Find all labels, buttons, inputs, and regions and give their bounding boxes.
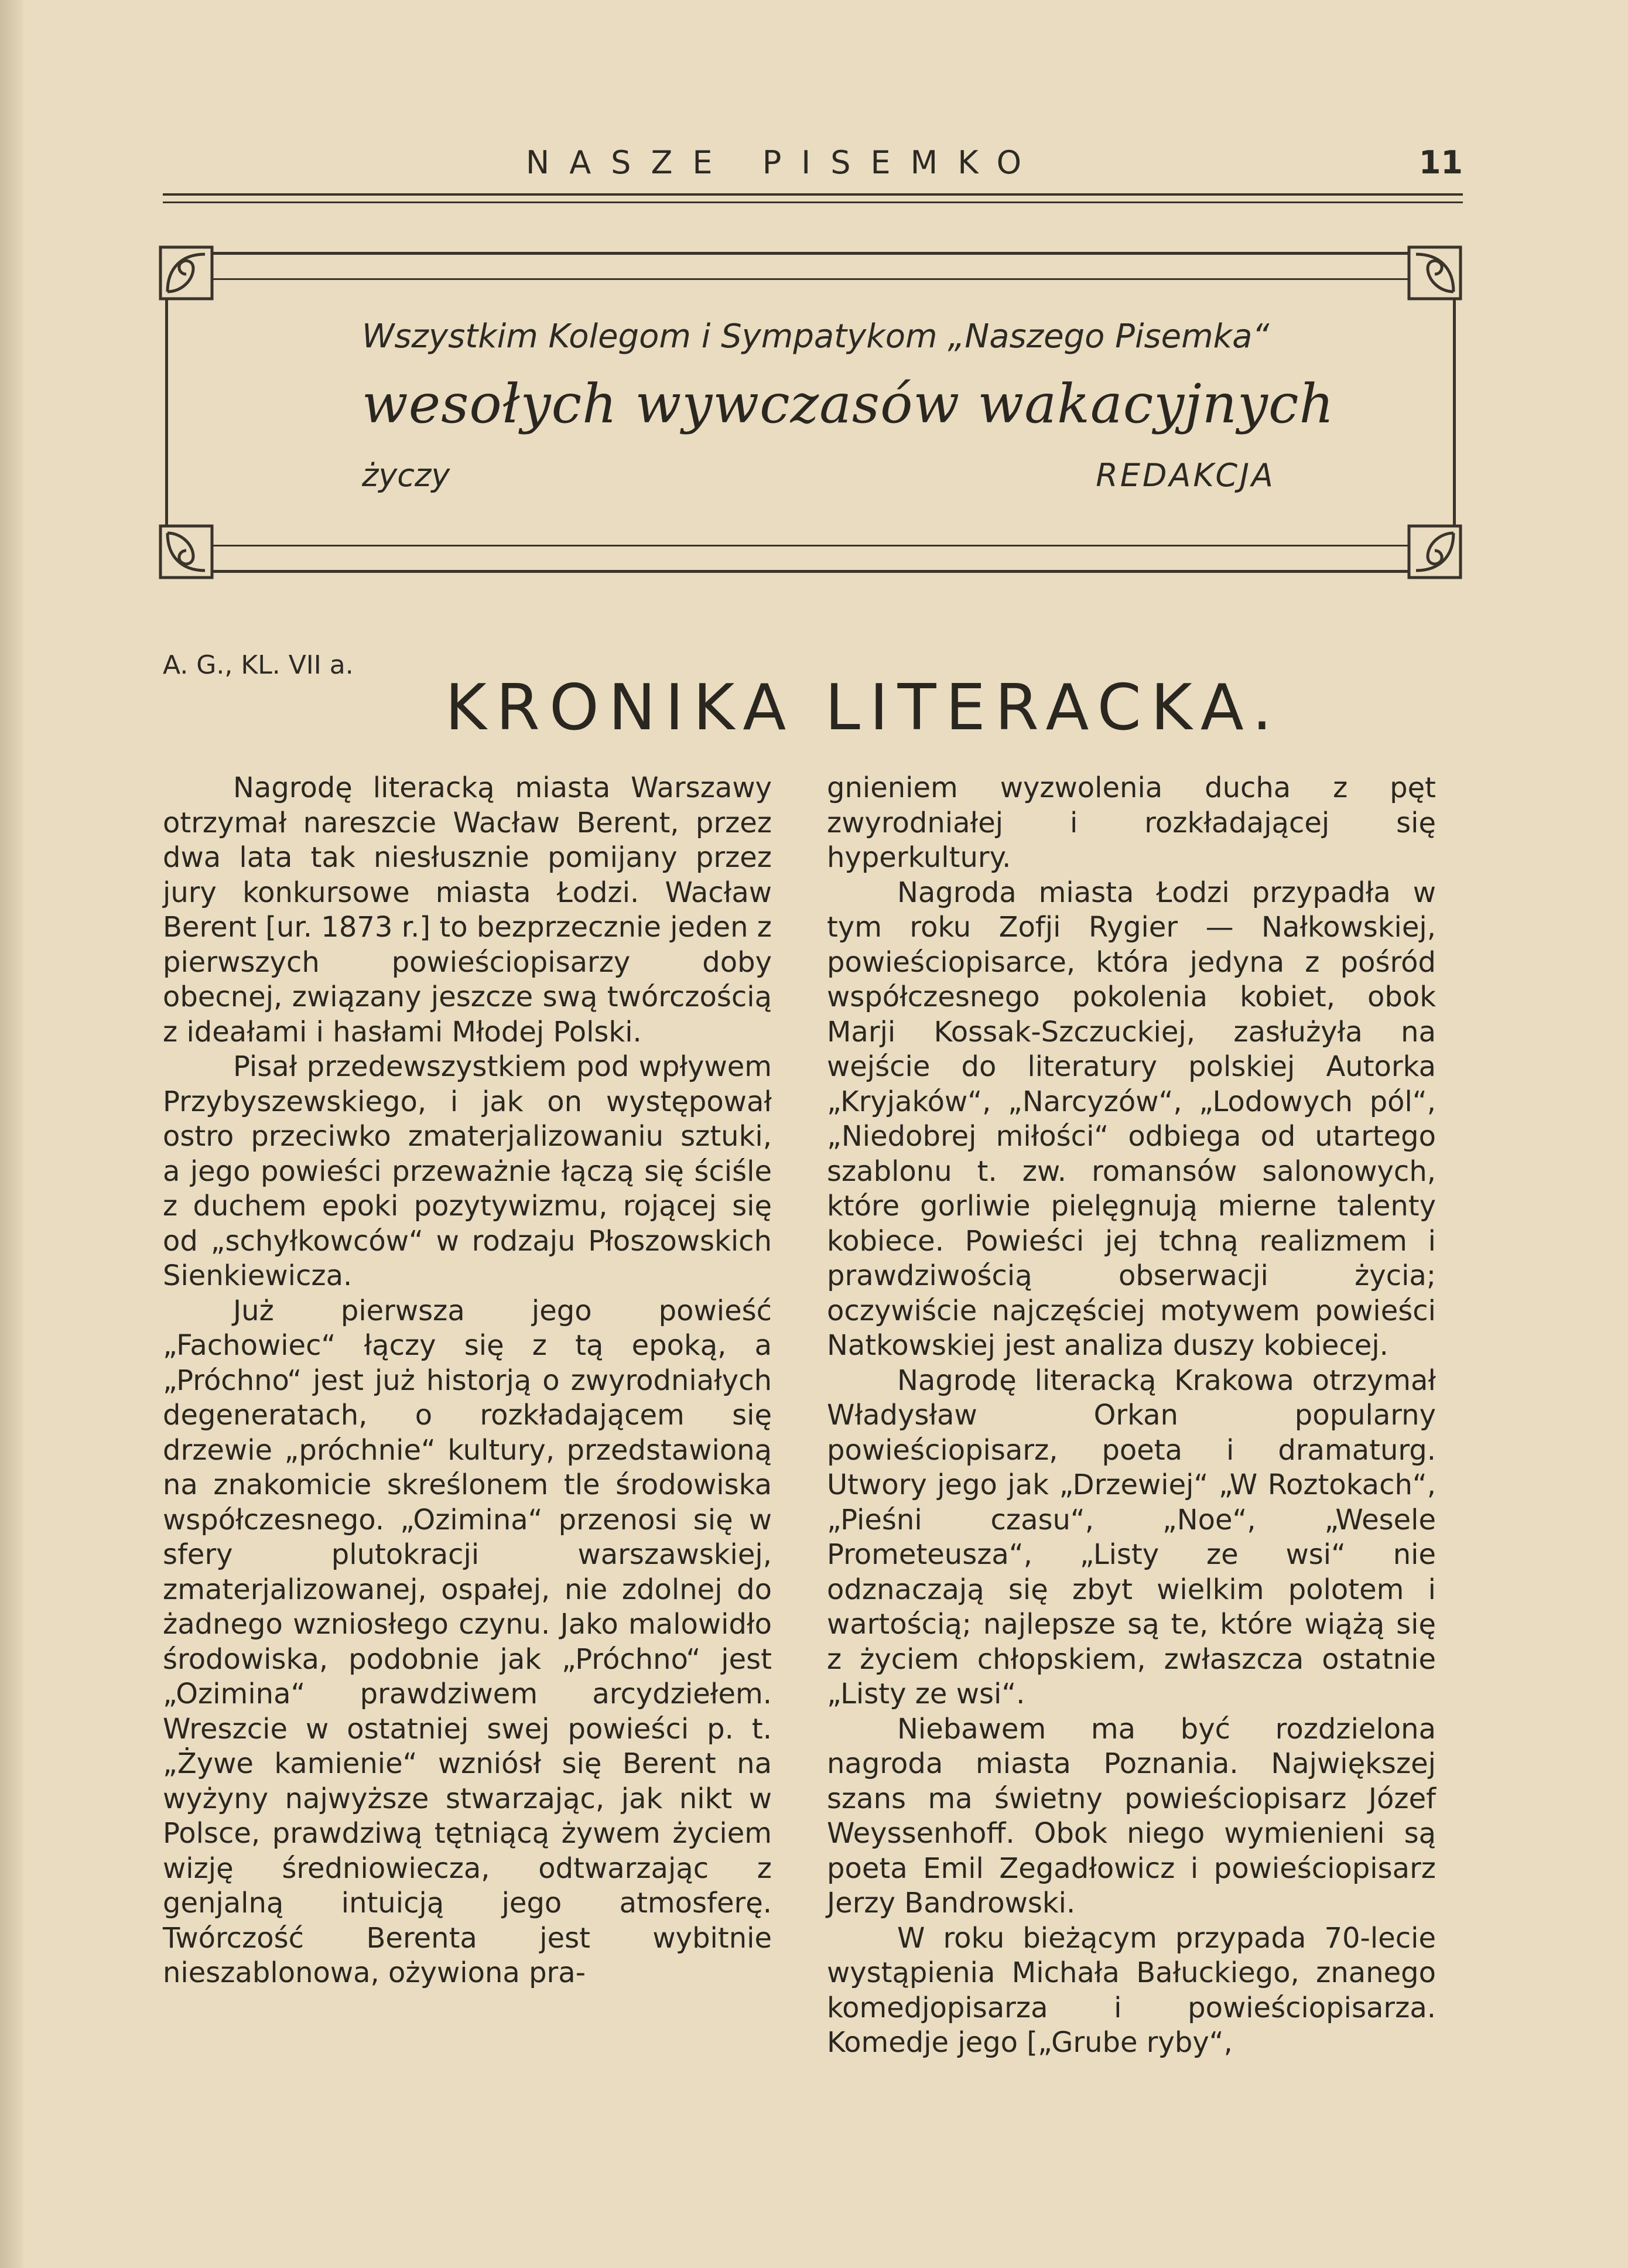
running-title: NASZE PISEMKO: [525, 144, 1042, 181]
article-paragraph: Nagrodę literacką Krakowa otrzymał Władysław Orkan popularny powieściopisarz, poeta i dramaturg. Utwory jego jak „Drzewiej“ „W Roztokach“, „Pieśni czasu“, „Noe“, „Wesele Prometeusza“, „Listy ze wsi“ nie odznaczają się zbyt wielkim polotem i wartością; najlepsze są te, które wiążą się z życiem chłopskiem, zwłaszcza ostatnie „Listy ze wsi“.: [827, 1364, 1436, 1710]
page-number: 11: [1418, 144, 1463, 181]
article-paragraph: gnieniem wyzwolenia ducha z pęt zwyrodniałej i rozkładającej się hyperkultury.: [827, 771, 1436, 874]
article-paragraph: Już pierwsza jego powieść „Fachowiec“ łączy się z tą epoką, a „Próchno“ jest już historją o zwyrodniałych degeneratach, o rozkładającem się drzewie „próchnie“ kultury, przedstawioną na znakomicie skreślonem tle środowiska współczesnego. „Ozimina“ przenosi się w sfery plutokracji warszawskiej, zmaterjalizowanej, ospałej, nie zdolnej do żadnego wzniosłego czynu. Jako malowidło środowiska, podobnie jak „Próchno“ jest „Ozimina“ prawdziwem arcydziełem. Wreszcie w ostatniej swej powieści p. t. „Żywe kamienie“ wzniósł się Berent na wyżyny najwyższe stwarzając, jak nikt w Polsce, prawdziwą tętniącą żywem życiem wizję średniowiecza, odtwarzając z genjalną intuicją jego atmosferę. Twórczość Berenta jest wybitnie nieszablonowa, ożywiona pra-: [163, 1294, 772, 1989]
greeting-signature: REDAKCJA: [1096, 457, 1275, 494]
ornament-corner-icon: [158, 524, 214, 580]
article-author: A. G., KL. VII a.: [163, 650, 354, 680]
article-paragraph: Nagroda miasta Łodzi przypadła w tym roku Zofji Rygier — Nałkowskiej, powieściopisarce, która jedyna z pośród współczesnego pokolenia kobiet, obok Marji Kossak-Szczuckiej, zasłużyła na wejście do literatury polskiej Autorka „Kryjaków“, „Narcyzów“, „Lodowych pól“, „Niedobrej miłości“ odbiega od utartego szablonu t. zw. romansów salonowych, które gorliwie pielęgnują mierne talenty kobiece. Powieści jej tchną realizmem i prawdziwością obserwacji życia; oczywiście najczęściej motywem powieści Natkowskiej jest analiza duszy kobiecej.: [827, 876, 1436, 1362]
ornament-corner-icon: [1407, 245, 1463, 301]
article-paragraph: Pisał przedewszystkiem pod wpływem Przybyszewskiego, i jak on występował ostro przeciwko zmaterjalizowaniu sztuki, a jego powieści przeważnie łączą się ściśle z duchem epoki pozytywizmu, rojącej się od „schyłkowców“ w rodzaju Płoszowskich Sienkiewicza.: [163, 1050, 772, 1292]
article-column-right: [827, 771, 1436, 2061]
ornament-corner-icon: [1407, 524, 1463, 580]
greeting-headline: wesołych wywczasów wakacyjnych: [362, 373, 1335, 435]
page-header: [163, 144, 1463, 191]
greeting-verb: życzy: [362, 457, 450, 494]
greeting-dedication: Wszystkim Kolegom i Sympatykom „Naszego Pisemka“: [362, 317, 1270, 356]
ornament-corner-icon: [158, 245, 214, 301]
article-paragraph: Nagrodę literacką miasta Warszawy otrzymał nareszcie Wacław Berent, przez dwa lata tak niesłusznie pomijany przez jury konkursowe miasta Łodzi. Wacław Berent [ur. 1873 r.] to bezprzecznie jeden z pierwszych powieściopisarzy doby obecnej, związany jeszcze swą twórczością z ideałami i hasłami Młodej Polski.: [163, 771, 772, 1048]
article-title: KRONIKA LITERACKA.: [445, 671, 1282, 744]
article-paragraph: Niebawem ma być rozdzielona nagroda miasta Poznania. Największej szans ma świetny powieściopisarz Józef Weyssenhoff. Obok niego wymienieni są poeta Emil Zegadłowicz i powieściopisarz Jerzy Bandrowski.: [827, 1712, 1436, 1919]
article-paragraph: W roku bieżącym przypada 70-lecie wystąpienia Michała Bałuckiego, znanego komedjopisarza i powieściopisarza. Komedje jego [„Grube ryby“,: [827, 1921, 1436, 2059]
holiday-greeting-box: [158, 245, 1463, 580]
header-double-rule: [163, 193, 1463, 203]
page-binding-edge: [0, 0, 23, 2268]
article-column-left: [163, 771, 772, 1991]
